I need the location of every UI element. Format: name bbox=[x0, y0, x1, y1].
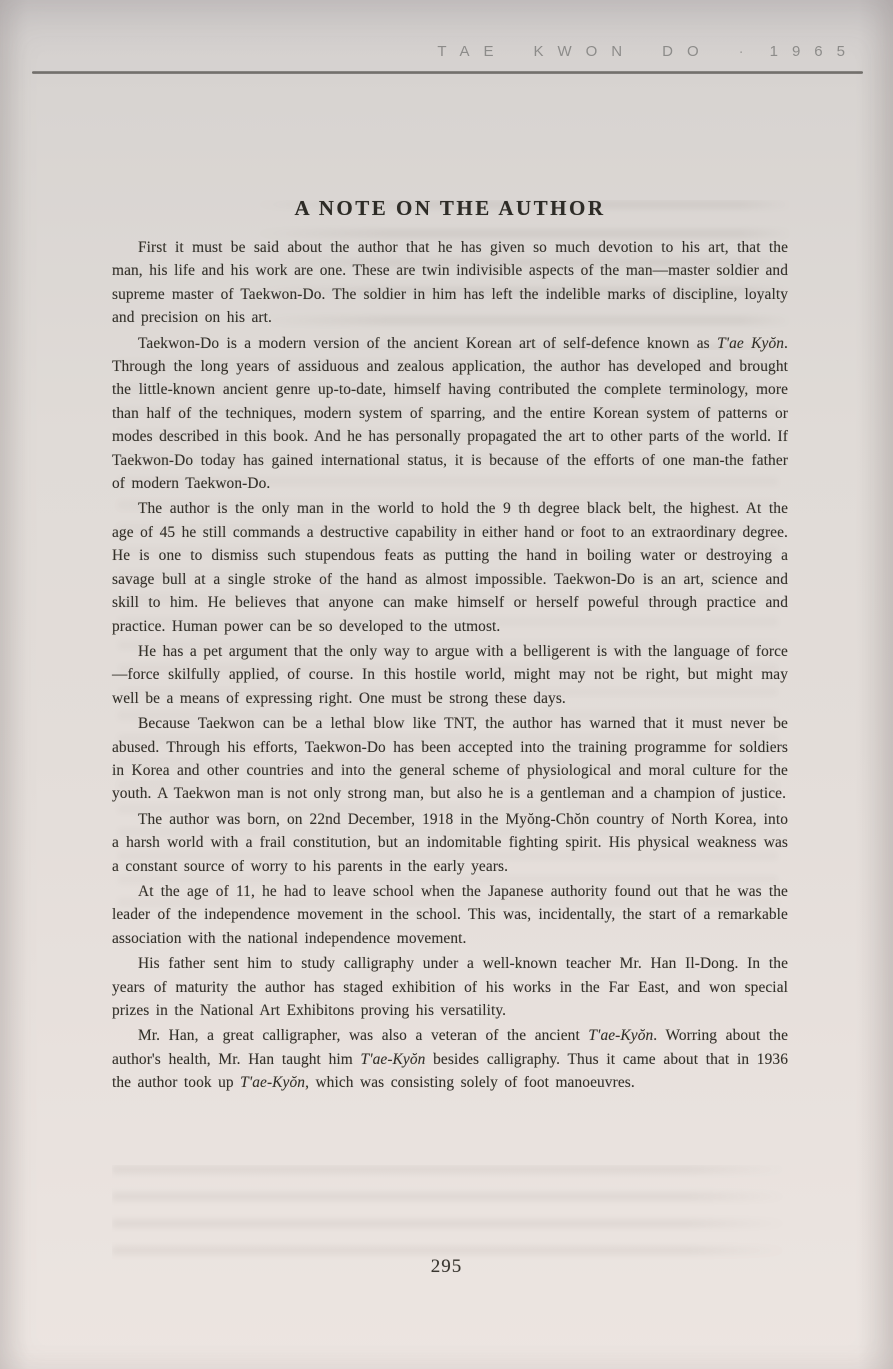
body-paragraph-2 bbox=[112, 332, 788, 496]
article-body bbox=[112, 236, 788, 1095]
text-run: He has a pet argument that the only way to argue with a belligerent is with the language of force—force skilfully applied, of course. In this hostile world, might may not be right, but might may well be a means of expressing right. One must be strong these days. bbox=[112, 642, 788, 707]
text-run: At the age of 11, he had to leave school when the Japanese authority found out that he was the leader of the independence movement in the school. This was, incidentally, the start of a remarkable association with the national independence movement. bbox=[112, 882, 788, 947]
body-paragraph-1 bbox=[112, 236, 788, 330]
text-run: Taekwon-Do is a modern version of the ancient Korean art of self-defence known as bbox=[138, 334, 718, 352]
body-paragraph-4 bbox=[112, 640, 788, 710]
italic-term: T'ae Kyŏn bbox=[717, 334, 785, 352]
body-paragraph-9 bbox=[112, 1024, 788, 1094]
header-book-title-word: KWON bbox=[533, 43, 637, 60]
italic-term: T'ae-Kyŏn bbox=[240, 1074, 306, 1092]
article-title: A NOTE ON THE AUTHOR bbox=[294, 196, 606, 220]
header-year: 1965 bbox=[769, 43, 859, 60]
body-paragraph-7 bbox=[112, 880, 788, 950]
text-run: Because Taekwon can be a lethal blow like TNT, the author has warned that it must never be abused. Through his efforts, Taekwon-Do has been accepted into the training programme for soldiers in Korea and other countries and into the general scheme of physiological and moral culture for the youth. A Taekwon man is not only strong man, but also he is a gentleman and a champion of justice. bbox=[112, 715, 788, 803]
italic-term: T'ae-Kyŏn bbox=[360, 1050, 426, 1068]
text-run: First it must be said about the author that he has given so much devotion to his art, that the man, his life and his work are one. These are twin indivisible aspects of the man—master soldier and supreme master of Taekwon-Do. The soldier in him has left the indelible marks of discipline, loyalty and precision on his art. bbox=[112, 239, 788, 327]
italic-term: T'ae-Kyŏn bbox=[588, 1027, 654, 1045]
body-paragraph-3 bbox=[112, 497, 788, 637]
text-run: , which was consisting solely of foot manoeuvres. bbox=[305, 1074, 635, 1092]
running-header bbox=[437, 43, 859, 60]
bleed-through-artifact bbox=[112, 1165, 788, 1260]
header-book-title-word: DO bbox=[662, 43, 713, 60]
text-run: His father sent him to study calligraphy under a well-known teacher Mr. Han Il-Dong. In the years of maturity the author has staged exhibition of his works in the Far East, and won special prizes in the National Art Exhibitons proving his versatility. bbox=[112, 955, 788, 1019]
header-separator-dot: · bbox=[738, 43, 744, 60]
body-paragraph-6 bbox=[112, 808, 788, 878]
body-paragraph-5 bbox=[112, 712, 788, 806]
header-book-title-word: TAE bbox=[437, 43, 508, 60]
text-run: The author was born, on 22nd December, 1918 in the Myŏng-Chŏn country of North Korea, into a harsh world with a frail constitution, but an indomitable fighting spirit. His physical weakness was a constant source of worry to his parents in the early years. bbox=[112, 810, 788, 875]
article bbox=[112, 196, 788, 1097]
body-paragraph-8 bbox=[112, 952, 788, 1022]
text-run: Mr. Han, a great calligrapher, was also a veteran of the ancient bbox=[138, 1027, 589, 1045]
page-number: 295 bbox=[430, 1256, 463, 1277]
header-rule bbox=[32, 71, 863, 74]
text-run: The author is the only man in the world to hold the 9 th degree black belt, the highest. At the age of 45 he still commands a destructive capability in either hand or foot to an extraordinary degree. He is one to dismiss such stupendous feats as putting the hand in boiling water or destroying a savage bull at a single stroke of the hand as almost impossible. Taekwon-Do is an art, science and skill to him. He believes that anyone can make himself or herself poweful through practice and practice. Human power can be so developed to the utmost. bbox=[112, 500, 788, 635]
text-run: besides calligraphy. Thus it came about that in 1936 the author took up bbox=[112, 1050, 788, 1092]
text-run: . Through the long years of assiduous and zealous application, the author has developed and brought the little-known ancient genre up-to-date, himself having contributed the complete terminology, more than half of the techniques, modern system of sparring, and the entire Korean system of patterns or modes described in this book. And he has personally propagated the art to other parts of the world. If Taekwon-Do today has gained international status, it is because of the efforts of one man-the father of modern Taekwon-Do. bbox=[112, 334, 788, 493]
text-run: . Worring about the author's health, Mr. Han taught him bbox=[112, 1027, 788, 1068]
